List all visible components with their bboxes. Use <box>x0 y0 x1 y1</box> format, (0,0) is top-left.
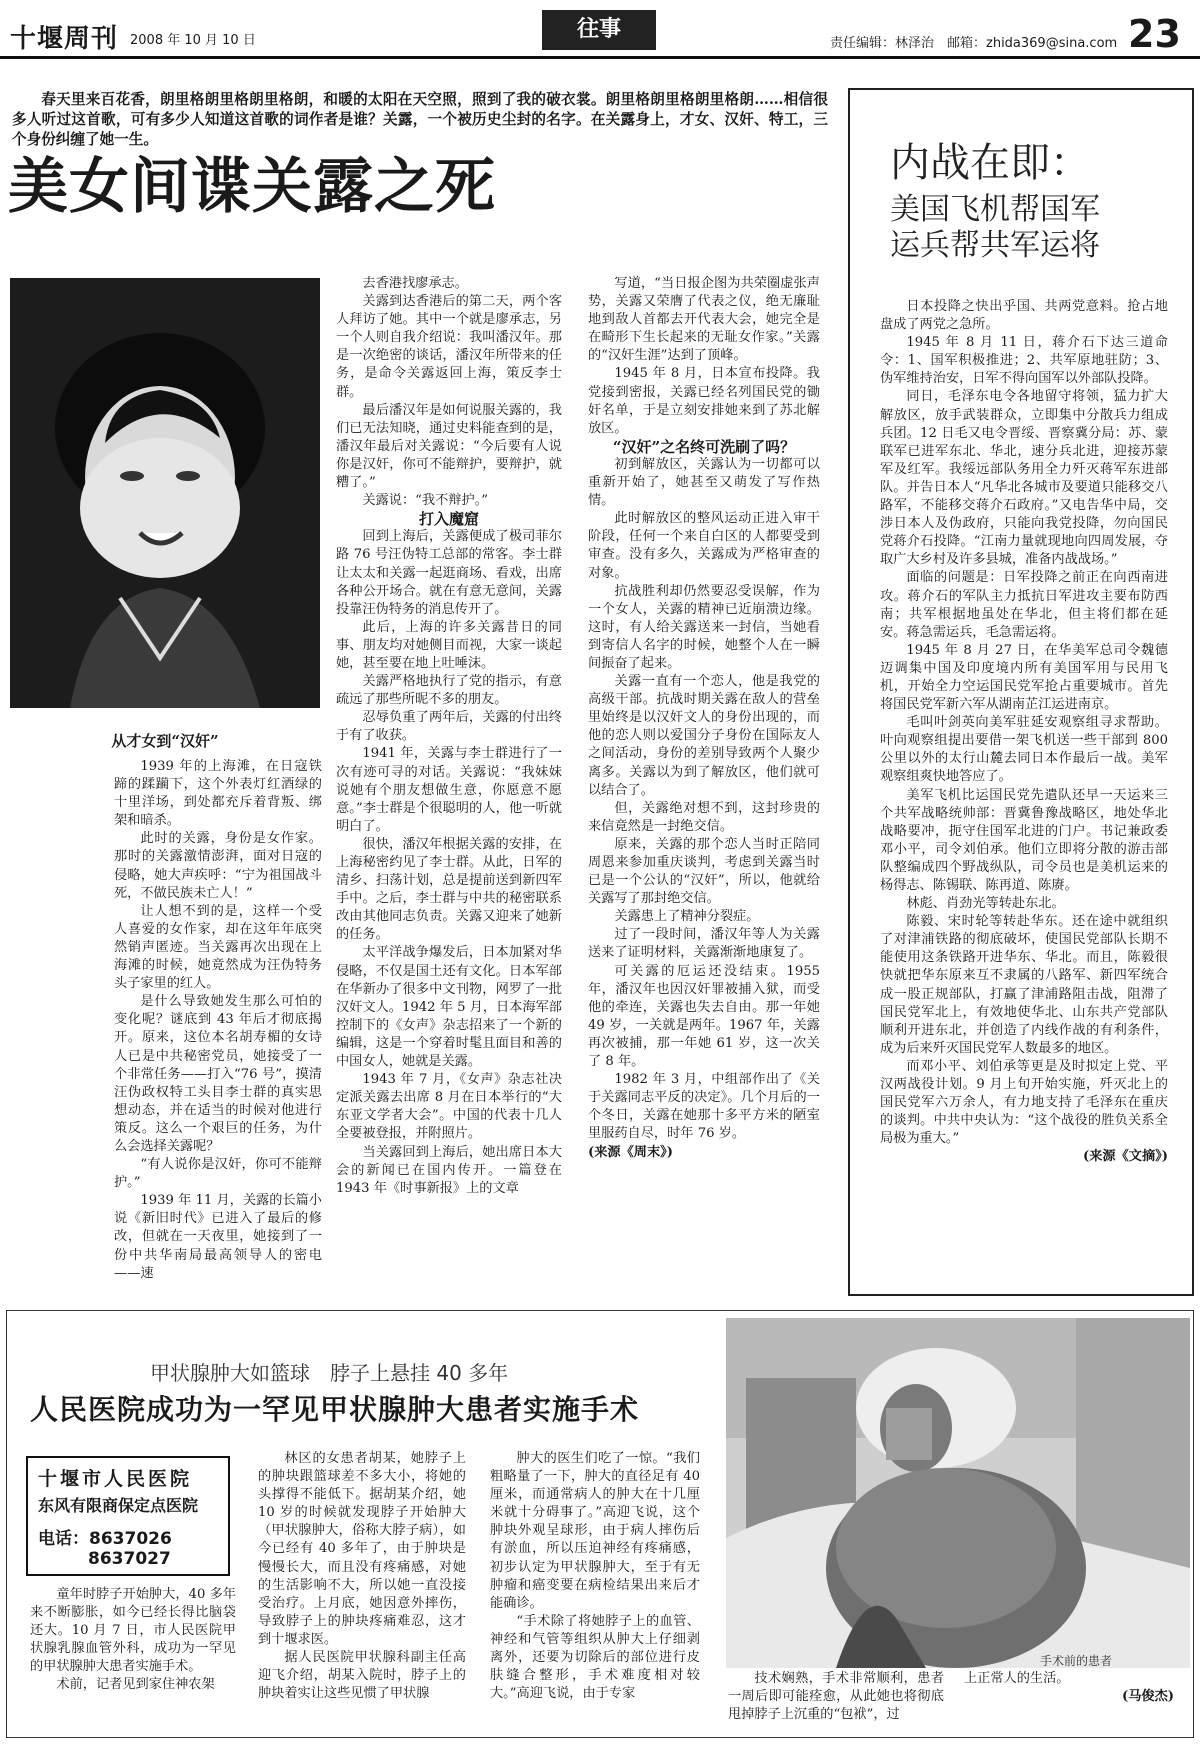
main-column-3 <box>588 275 820 1300</box>
paragraph: 据人民医院甲状腺科副主任高迎飞介绍，胡某入院时，脖子上的肿块着实让这些见惯了甲状腺 <box>258 1650 466 1702</box>
page-number: 23 <box>1128 12 1181 56</box>
paragraph: 当关露回到上海后，她出席日本大会的新闻已在国内传开。一篇登在 1943 年《时事新报》上的文章 <box>336 1144 562 1196</box>
paragraph: 1945 年 8 月，日本宣布投降。我党接到密报，关露已经名列国民党的锄奸名单，于是立刻安排她来到了苏北解放区。 <box>588 366 820 436</box>
editor-info: 责任编辑：林泽治 邮箱：zhida369@sina.com <box>830 36 1118 51</box>
paragraph: 肿大的医生们吃了一惊。“我们粗略量了一下，肿大的直径足有 40 厘米，而通常病人的肿大在十几厘米就十分碍事了。”高迎飞说，这个肿块外观呈球形，由于病人摔伤后有淤血，所以压迫神经有疼痛感，初步认定为甲状腺肿大，至于有无肿瘤和癌变要在病检结果出来后才能确诊。 <box>490 1451 700 1611</box>
paragraph: 此时解放区的整风运动正进入审干阶段，任何一个来自白区的人都要受到审查。没有多久，关露成为严格审查的对象。 <box>588 511 820 581</box>
paragraph: 原来，关露的那个恋人当时正陪同周恩来参加重庆谈判，考虑到关露当时已是一个公认的“汉奸”，所以，他就给关露写了那封绝交信。 <box>588 836 820 907</box>
header-rule <box>0 56 1200 59</box>
paragraph: 太平洋战争爆发后，日本加紧对华侵略，不仅是国土还有文化。日本军部在华新办了很多中文刊物，网罗了一批汉奸文人。1942 年 5 月，日本海军部控制下的《女声》杂志招来了一个新的编辑，这是一个穿着时髦且面目和善的中国女人，她就是关露。 <box>336 945 562 1070</box>
bottom-column-5 <box>964 1670 1174 1734</box>
paragraph: 童年时脖子开始肿大，40 多年来不断膨胀，如今已经长得比脑袋还大。10 月 7 日，市人民医院甲状腺乳腺血管外科，成功为一罕见的甲状腺肿大患者实施手术。 <box>30 1587 236 1675</box>
patient-image <box>726 1318 1190 1668</box>
paragraph: 是什么导致她发生那么可怕的变化呢？谜底到 43 年后才彻底揭开。原来，这位本名胡寿楣的女诗人已是中共秘密党员，她接受了一个非常任务——打入“76 号”，摸清汪伪政权特工头目李士群的真实思想动态，并在适当的时候对他进行策反。这么一个艰巨的任务，为什么会选择关露呢？ <box>114 994 322 1154</box>
paragraph: 此时的关露，身份是女作家。那时的关露激情澎湃，面对日寇的侵略，她大声疾呼：“宁为祖国战斗死，不做民族未亡人！” <box>114 831 322 901</box>
bottom-kicker: 甲状腺肿大如篮球 脖子上悬挂 40 多年 <box>150 1361 509 1385</box>
paragraph: 写道，“当日报企图为共荣圈虚张声势，关露又荣膺了代表之仪，绝无廉耻地到敌人首都去开代表大会，她完全是在畸形下生长起来的无耻女作家。”关露的“汉奸生涯”达到了顶峰。 <box>588 276 820 364</box>
main-column-2 <box>336 275 562 1300</box>
article-intro: 春天里来百花香，朗里格朗里格朗里格朗，和暖的太阳在天空照，照到了我的破衣裳。朗里格朗里格朗里格朗……相信很多人听过这首歌，可有多少人知道这首歌的词作者是谁？关露，一个被历史尘封的名字。在关露身上，才女、汉奸、特工，三个身份纠缠了她一生。 <box>12 91 828 148</box>
paragraph: 抗战胜利却仍然要忍受误解，作为一个女人，关露的精神已近崩溃边缘。这时，有人给关露送来一封信，当她看到寄信人名字的时候，她整个人在一瞬间振奋了起来。 <box>588 583 820 671</box>
paragraph: 此后，上海的许多关露昔日的同事、朋友均对她侧目而视，大家一谈起她，甚至要在地上吐唾沫。 <box>336 619 562 671</box>
subhead-1: 从才女到“汉奸” <box>111 732 219 750</box>
paragraph: 术前，记者见到家住神农架 <box>56 1677 215 1693</box>
paragraph: 毛叫叶剑英向美军驻延安观察组寻求帮助。叶向观察组提出要借一架飞机送一些干部到 800 公里以外的太行山麓去同日本作最后一战。美军观察组爽快地答应了。 <box>880 715 1168 785</box>
paragraph: 日本投降之快出乎国、共两党意料。抢占地盘成了两党之急所。 <box>880 299 1168 333</box>
paragraph: 初到解放区，关露认为一切都可以重新开始了，她甚至又萌发了写作热情。 <box>588 456 820 509</box>
subhead-2: 打入魔窟 <box>418 510 479 529</box>
paragraph: 陈毅、宋时轮等转赴华东。还在途中就组织了对津浦铁路的彻底破坏，使国民党部队长期不能使用这条铁路开进华东、华北。而且，陈毅很快就把华东原来互不隶属的八路军、新四军统合成一股正规部队，打赢了津浦路阻击战，阻滞了国民党军北上，有效地使华北、山东共产党部队顺利开进东北，并创造了内线作战的有利条件，成为后来歼灭国民党军人数最多的地区。 <box>880 914 1168 1056</box>
main-column-1 <box>114 758 322 1298</box>
sidebar-source: (来源《文摘》) <box>1082 1149 1168 1165</box>
sidebar-text <box>880 298 1168 1278</box>
byline: (马俊杰) <box>1121 1689 1174 1705</box>
ad-subtitle: 东风有限商保定点医院 <box>38 1496 199 1515</box>
patient-photo <box>726 1318 1190 1668</box>
ad-hospital-name: 十堰市人民医院 <box>38 1468 193 1490</box>
section-tag: 往事 <box>542 10 656 50</box>
portrait-photo <box>10 278 320 708</box>
paragraph: 关露患上了精神分裂症。 <box>614 909 760 925</box>
paragraph: 忍辱负重了两年后，关露的付出终于有了收获。 <box>336 710 562 744</box>
portrait-image <box>10 278 320 708</box>
paragraph: 林彪、肖劲光等转赴东北。 <box>906 896 1065 912</box>
subhead-3: “汉奸”之名终可洗刷了吗？ <box>612 437 796 456</box>
paragraph: 最后潘汉年是如何说服关露的，我们已无法知晓，通过史料能查到的是，潘汉年最后对关露说：“今后要有人说你是汉奸，你可不能辩护，要辩护，就糟了。” <box>336 402 562 491</box>
hospital-ad <box>26 1456 230 1576</box>
paragraph: “有人说你是汉奸，你可不能辩护。” <box>114 1157 322 1191</box>
source-note: (来源《周末》) <box>588 1144 674 1160</box>
paragraph: 让人想不到的是，这样一个受人喜爱的女作家，却在这年年底突然销声匿迹。当关露再次出现在上海滩的时候，她竟然成为汪伪特务头子家里的红人。 <box>114 903 322 992</box>
paragraph: 而邓小平、刘伯承等更是及时拟定上党、平汉两战役计划。9 月上旬开始实施，歼灭北上的国民党军六万余人，有力地支持了毛泽东在重庆的谈判。中共中央认为：“这个战役的胜负关系全局极为重大。” <box>880 1058 1168 1147</box>
paragraph: 可关露的厄运还没结束。1955 年，潘汉年也因汉奸罪被捕入狱，而受他的牵连，关露也失去自由。那一年她 49 岁，一关就是两年。1967 年，关露再次被捕，那一年她 61 岁，这一次关了 8 年。 <box>588 963 820 1070</box>
paragraph: 过了一段时间，潘汉年等人为关露送来了证明材料，关露渐渐地康复了。 <box>588 927 820 961</box>
paragraph: 面临的问题是：日军投降之前正在向西南进攻。蒋介石的军队主力抵抗日军进攻主要布防西南；共军根据地虽处在华北，但主将们都在延安。蒋急需运兵，毛急需运将。 <box>880 570 1168 640</box>
paragraph: 1941 年，关露与李士群进行了一次有迹可寻的对话。关露说：“我妹妹说她有个朋友想做生意，你愿意不愿意。”李士群是个很聪明的人，他一听就明白了。 <box>336 746 562 834</box>
paragraph: 1943 年 7 月，《女声》杂志社决定派关露去出席 8 月在日本举行的“大东亚文学者大会”。中国的代表十几人全要被登报，并附照片。 <box>336 1072 562 1142</box>
bottom-column-2 <box>258 1450 466 1734</box>
ad-phone-2: 8637027 <box>88 1549 171 1569</box>
masthead: 十堰周刊 <box>10 24 119 54</box>
paragraph: 林区的女患者胡某，她脖子上的肿块跟篮球差不多大小，将她的头撑得不能低下。据胡某介绍，她 10 岁的时候就发现脖子开始肿大（甲状腺肿大，俗称大脖子病），如今已经有 40 多年了，由于肿块是慢慢长大，而且没有疼痛感，对她的生活影响不大，所以她一直没接受治疗。上月底，她因意外摔伤，导致脖子上的肿块疼痛难忍，这才到十堰求医。 <box>258 1451 466 1647</box>
paragraph: 1939 年的上海滩，在日寇铁蹄的蹂躏下，这个外表灯红酒绿的十里洋场，到处都充斥着背叛、绑架和暗杀。 <box>114 759 322 829</box>
bottom-column-1 <box>30 1586 236 1734</box>
paragraph: 但，关露绝对想不到，这封珍贵的来信竟然是一封绝交信。 <box>588 800 820 834</box>
bottom-headline: 人民医院成功为一罕见甲状腺肿大患者实施手术 <box>30 1393 640 1426</box>
ad-phone: 电话：8637026 <box>38 1529 172 1549</box>
paragraph: 回到上海后，关露便成了极司菲尔路 76 号汪伪特工总部的常客。李士群让太太和关露一起逛商场、看戏，出席各种公开场合。就在有意无意间，关露投靠汪伪特务的消息传开了。 <box>336 529 562 617</box>
sidebar-title-3: 运兵帮共军运将 <box>890 228 1100 263</box>
paragraph: 关露严格地执行了党的指示，有意疏远了那些所昵不多的朋友。 <box>336 674 562 708</box>
bottom-column-3 <box>490 1450 700 1734</box>
paragraph: 1945 年 8 月 27 日，在华美军总司令魏德迈调集中国及印度境内所有美国军用与民用飞机，开始全力空运国民党军抢占重要城市。首先将国民党军新六军从湖南芷江运进南京。 <box>880 642 1168 713</box>
paragraph: 1982 年 3 月，中组部作出了《关于关露同志平反的决定》。几个月后的一个冬日，关露在她那十多平方米的陋室里服药自尽，时年 76 岁。 <box>588 1072 820 1142</box>
paragraph: 关露说：“我不辩护。” <box>362 493 488 509</box>
paragraph: 美军飞机比运国民党先遣队还早一天运来三个共军战略统帅部：晋冀鲁豫战略区，地处华北战略要冲，扼守住国军北进的门户。书记兼政委邓小平，司令刘伯承。他们立即将分散的游击部队整编成四个野战纵队，司令员也是美机运来的杨得志、陈锡联、陈再道、陈赓。 <box>880 787 1168 893</box>
paragraph: 1939 年 11 月，关露的长篇小说《新旧时代》已进入了最后的修改，但就在一天夜里，她接到了一份中共华南局最高领导人的密电——速 <box>114 1193 322 1281</box>
paragraph: 1945 年 8 月 11 日，蒋介石下达三道命令：1、国军积极推进；2、共军原地驻防；3、伪军维持治安，日军不得向国军以外部队投降。 <box>880 335 1168 387</box>
article-title: 美女间谍关露之死 <box>8 152 496 222</box>
bottom-column-4 <box>728 1670 944 1734</box>
issue-date: 2008 年 10 月 10 日 <box>130 33 256 48</box>
sidebar-title-2: 美国飞机帮国军 <box>890 192 1100 227</box>
paragraph: 很快，潘汉年根据关露的安排，在上海秘密约见了李士群。从此，日军的清乡、扫荡计划，总是提前送到新四军手中。之后，李士群与中共的秘密联系改由其他同志负责。关露又迎来了她新的任务。 <box>336 836 562 943</box>
paragraph: 去香港找廖承志。 <box>362 276 468 291</box>
paragraph: 同日，毛泽东电令各地留守将领，猛力扩大解放区，放手武装群众，立即集中分散兵力组成兵团。12 日毛又电令晋绥、晋察冀分局：苏、蒙联军已进军东北、华北，速分兵北进，迎接苏蒙军及红军。我绥远部队务用全力歼灭蒋军东进部队。并告日本人“凡华北各城市及要道只能移交八路军，不能移交蒋介石政府。”又电告华中局，交涉日本人及伪政府，只能向我党投降，勿向国民党蒋介石投降。“江南力量就现地向四周发展，夺取广大乡村及许多县城，准备内战战场。” <box>880 389 1168 568</box>
paragraph: “手术除了将她脖子上的血管、神经和气管等组织从肿大上仔细剥离外，还要为切除后的部位进行皮肤缝合整形，手术难度相对较大。”高迎飞说，由于专家 <box>490 1613 700 1702</box>
paragraph: 上正常人的生活。 <box>964 1671 1070 1686</box>
photo-caption: 手术前的患者 <box>1040 1654 1113 1668</box>
paragraph: 关露到达香港后的第二天，两个客人拜访了她。其中一个就是廖承志，另一个人则自我介绍说：我叫潘汉年。那是一次绝密的谈话，潘汉年所带来的任务，是命令关露返回上海，策反李士群。 <box>336 294 562 400</box>
paragraph: 关露一直有一个恋人，他是我党的高级干部。抗战时期关露在敌人的营垒里始终是以汉奸文人的身份出现的，而他的恋人则以爱国分子身份在国际友人之间活动，身份的差别导致两个人聚少离多。关露以为到了解放区，他们就可以结合了。 <box>588 674 820 798</box>
paragraph: 技术娴熟，手术非常顺利，患者一周后即可能痊愈，从此她也将彻底甩掉脖子上沉重的“包袱”，过 <box>728 1671 944 1723</box>
sidebar-title-1: 内战在即： <box>890 140 1090 186</box>
